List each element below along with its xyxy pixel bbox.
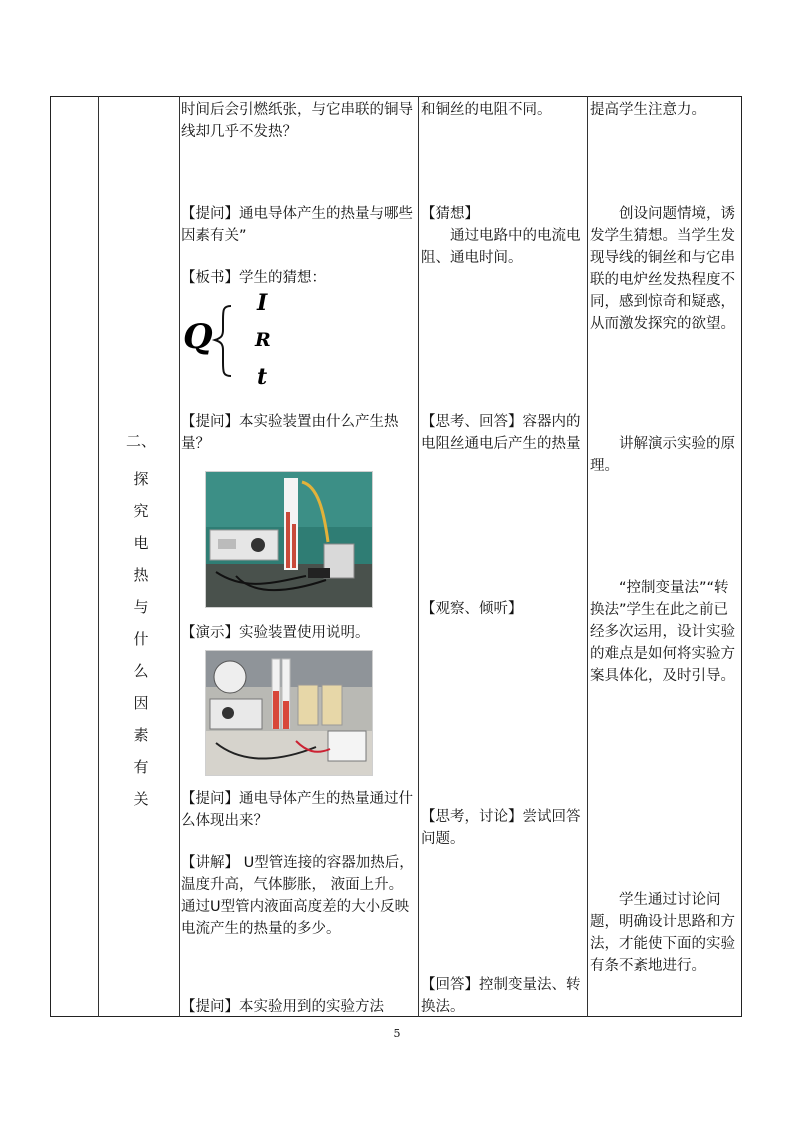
intent-principle: 讲解演示实验的原理。	[590, 436, 735, 474]
student-answer: 【回答】控制变量法、转换法。	[421, 977, 581, 1015]
intent-discussion: 学生通过讨论问题，明确设计思路和方法，才能使下面的实验有条不紊地进行。	[590, 892, 735, 974]
teacher-board-note: 【板书】学生的猜想：	[181, 270, 326, 286]
section-title	[118, 430, 164, 815]
section-char: 素	[133, 726, 149, 744]
column-divider	[98, 96, 99, 1017]
column-divider	[587, 96, 588, 1017]
section-char: 么	[133, 662, 149, 680]
formula-i: I	[257, 290, 268, 316]
teacher-question-apparatus: 【提问】本实验装置由什么产生热量？	[181, 414, 399, 452]
student-discuss: 【思考，讨论】尝试回答问题。	[421, 809, 581, 847]
section-char: 究	[133, 502, 149, 520]
intent-method: “控制变量法”“转换法”学生在此之前已经多次运用，设计实验的难点是如何将实验方案具体化，及时引导。	[590, 580, 735, 684]
section-char: 因	[133, 694, 149, 712]
student-guess-label: 【猜想】	[421, 206, 479, 222]
formula-r: R	[255, 329, 271, 351]
formula-t: t	[257, 364, 268, 390]
teacher-question-method: 【提问】本实验用到的实验方法	[181, 999, 384, 1015]
intent-guess: 创设问题情境，诱发学生猜想。当学生发现导线的铜丝和与它串联的电炉丝发热程度不同，感到惊奇和疑惑，从而激发探究的欲望。	[590, 206, 735, 332]
formula-q: Q	[183, 317, 213, 357]
student-think-answer: 【思考、回答】容器内的电阻丝通电后产生的热量	[421, 414, 581, 452]
section-char: 有	[133, 758, 149, 776]
formula-q-brace	[181, 286, 291, 390]
brace-icon	[215, 306, 231, 376]
apparatus-meters-photo	[205, 650, 373, 776]
teacher-intro-text: 时间后会引燃纸张，与它串联的铜导线却几乎不发热？	[181, 102, 413, 140]
column-divider	[418, 96, 419, 1017]
teacher-demo: 【演示】实验装置使用说明。	[181, 625, 370, 641]
section-char: 热	[133, 566, 149, 584]
column-divider	[179, 96, 180, 1017]
student-intro-text: 和铜丝的电阻不同。	[421, 102, 552, 118]
section-number: 二、	[125, 432, 156, 450]
section-char: 与	[133, 598, 149, 616]
page-number: 5	[393, 1027, 401, 1040]
intent-intro-text: 提高学生注意力。	[590, 102, 706, 118]
section-char: 探	[133, 470, 149, 488]
teacher-question-factors: 【提问】通电导体产生的热量与哪些因素有关”	[181, 206, 413, 244]
student-observe: 【观察、倾听】	[421, 601, 523, 617]
teacher-explanation: 【讲解】 U型管连接的容器加热后，温度升高，气体膨胀， 液面上升。通过U型管内液面高度差的大小反映电流产生的热量的多少。	[181, 855, 414, 937]
section-char: 关	[133, 790, 149, 808]
section-char: 什	[133, 630, 149, 648]
teacher-question-how-shown: 【提问】通电导体产生的热量通过什么体现出来？	[181, 791, 413, 829]
section-char: 电	[133, 534, 149, 552]
apparatus-photo	[205, 471, 373, 608]
student-guess: 通过电路中的电流电阻、通电时间。	[421, 228, 581, 266]
